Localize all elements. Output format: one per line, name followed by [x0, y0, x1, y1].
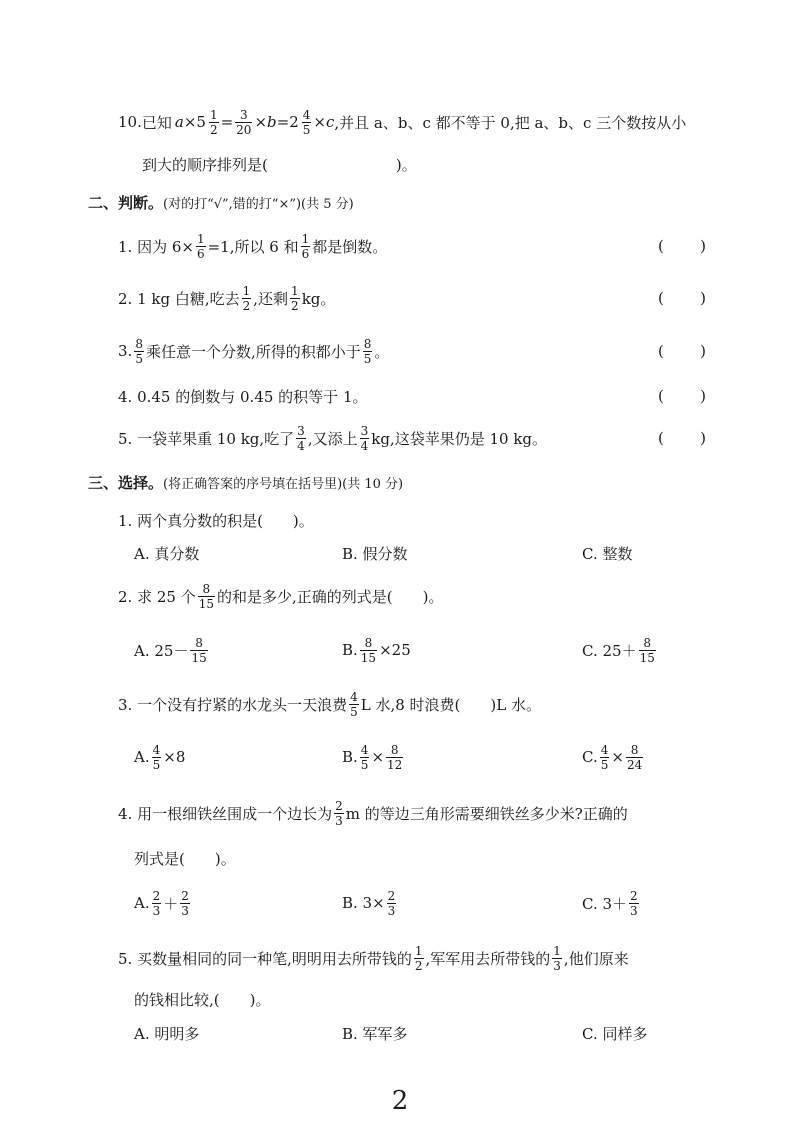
mixed-two-four-fifths: 2 $\frac{4}{5}$ — [289, 107, 311, 137]
page-number: 2 — [391, 1086, 409, 1116]
fraction-3-20: $\frac{3}{20}$ — [236, 107, 252, 137]
judge-item-1: 1. 因为 6× $\frac{1}{6}$ =1,所以 6 和 $\frac{1}{6}$ 都是倒数。 — [118, 231, 388, 261]
choice-q2-option-b[interactable]: B. $\frac{8}{15}$ ×25 — [342, 635, 411, 665]
section3-title: 三、选择。 (将正确答案的序号填在括号里)(共 10 分) — [88, 473, 404, 492]
answer-parens-2[interactable]: ( ) — [658, 289, 706, 307]
choice-q3-option-b[interactable]: B. $\frac{4}{5}$ × $\frac{8}{12}$ — [342, 742, 403, 772]
judge-item-2: 2. 1 kg 白糖,吃去 $\frac{1}{2}$ ,还剩 $\frac{1}{2}$ kg。 — [118, 283, 336, 313]
answer-parens-1[interactable]: ( ) — [658, 237, 706, 255]
q10-line1: 10. 已知 a × 5 $\frac{1}{2}$ = $\frac{3}{20}$ × b = 2 $\frac{4}{5}$ × c ,并且 a、b、c 都不等于 0,把 a、b、c 三个数按从小 — [118, 107, 687, 137]
choice-q4-stem: 4. 用一根细铁丝围成一个边长为 $\frac{2}{3}$ m 的等边三角形需要细铁丝多少米?正确的 — [118, 798, 628, 828]
choice-q5-option-c[interactable]: C. 同样多 — [582, 1024, 648, 1043]
choice-q2-option-a[interactable]: A. 25－ $\frac{8}{15}$ — [134, 635, 207, 665]
q10-line2: 到大的顺序排列是( )。 — [142, 155, 417, 174]
choice-q1-option-b[interactable]: B. 假分数 — [342, 544, 408, 563]
choice-q3-option-c[interactable]: C. $\frac{4}{5}$ × $\frac{8}{24}$ — [582, 742, 643, 772]
answer-parens-5[interactable]: ( ) — [658, 429, 706, 447]
choice-q5-option-a[interactable]: A. 明明多 — [134, 1024, 200, 1043]
choice-q3-option-a[interactable]: A. $\frac{4}{5}$ ×8 — [134, 742, 186, 772]
choice-q4-stem-line2: 列式是( )。 — [134, 849, 236, 868]
choice-q1-option-c[interactable]: C. 整数 — [582, 544, 633, 563]
choice-q2-option-c[interactable]: C. 25＋ $\frac{8}{15}$ — [582, 635, 655, 665]
q10-number: 10. — [118, 113, 142, 131]
choice-q4-option-a[interactable]: A. $\frac{2}{3}$ ＋ $\frac{2}{3}$ — [134, 888, 189, 918]
mixed-five-half: 5 $\frac{1}{2}$ — [196, 107, 218, 137]
choice-q3-stem: 3. 一个没有拧紧的水龙头一天浪费 $\frac{4}{5}$ L 水,8 时浪费( )L 水。 — [118, 689, 541, 719]
choice-q5-stem-line2: 的钱相比较,( )。 — [134, 990, 271, 1009]
section2-title: 二、判断。 (对的打“√”,错的打“×”)(共 5 分) — [88, 193, 354, 212]
choice-q4-option-b[interactable]: B. 3× $\frac{2}{3}$ — [342, 888, 396, 918]
choice-q5-stem: 5. 买数量相同的同一种笔,明明用去所带钱的 $\frac{1}{2}$ ,军军用去所带钱的 $\frac{1}{3}$ ,他们原来 — [118, 943, 629, 973]
judge-item-4: 4. 0.45 的倒数与 0.45 的积等于 1。 — [118, 387, 368, 406]
choice-q4-option-c[interactable]: C. 3＋ $\frac{2}{3}$ — [582, 888, 638, 918]
answer-parens-3[interactable]: ( ) — [658, 342, 706, 360]
choice-q1-stem: 1. 两个真分数的积是( )。 — [118, 511, 314, 530]
choice-q2-stem: 2. 求 25 个 $\frac{8}{15}$ 的和是多少,正确的列式是( )。 — [118, 581, 444, 611]
choice-q1-option-a[interactable]: A. 真分数 — [134, 544, 200, 563]
judge-item-5: 5. 一袋苹果重 10 kg,吃了 $\frac{3}{4}$ ,又添上 $\frac{3}{4}$ kg,这袋苹果仍是 10 kg。 — [118, 423, 548, 453]
answer-parens-4[interactable]: ( ) — [658, 387, 706, 405]
judge-item-3: 3. $\frac{8}{5}$ 乘任意一个分数,所得的积都小于 $\frac{8}{5}$ 。 — [118, 336, 390, 366]
choice-q5-option-b[interactable]: B. 军军多 — [342, 1024, 408, 1043]
